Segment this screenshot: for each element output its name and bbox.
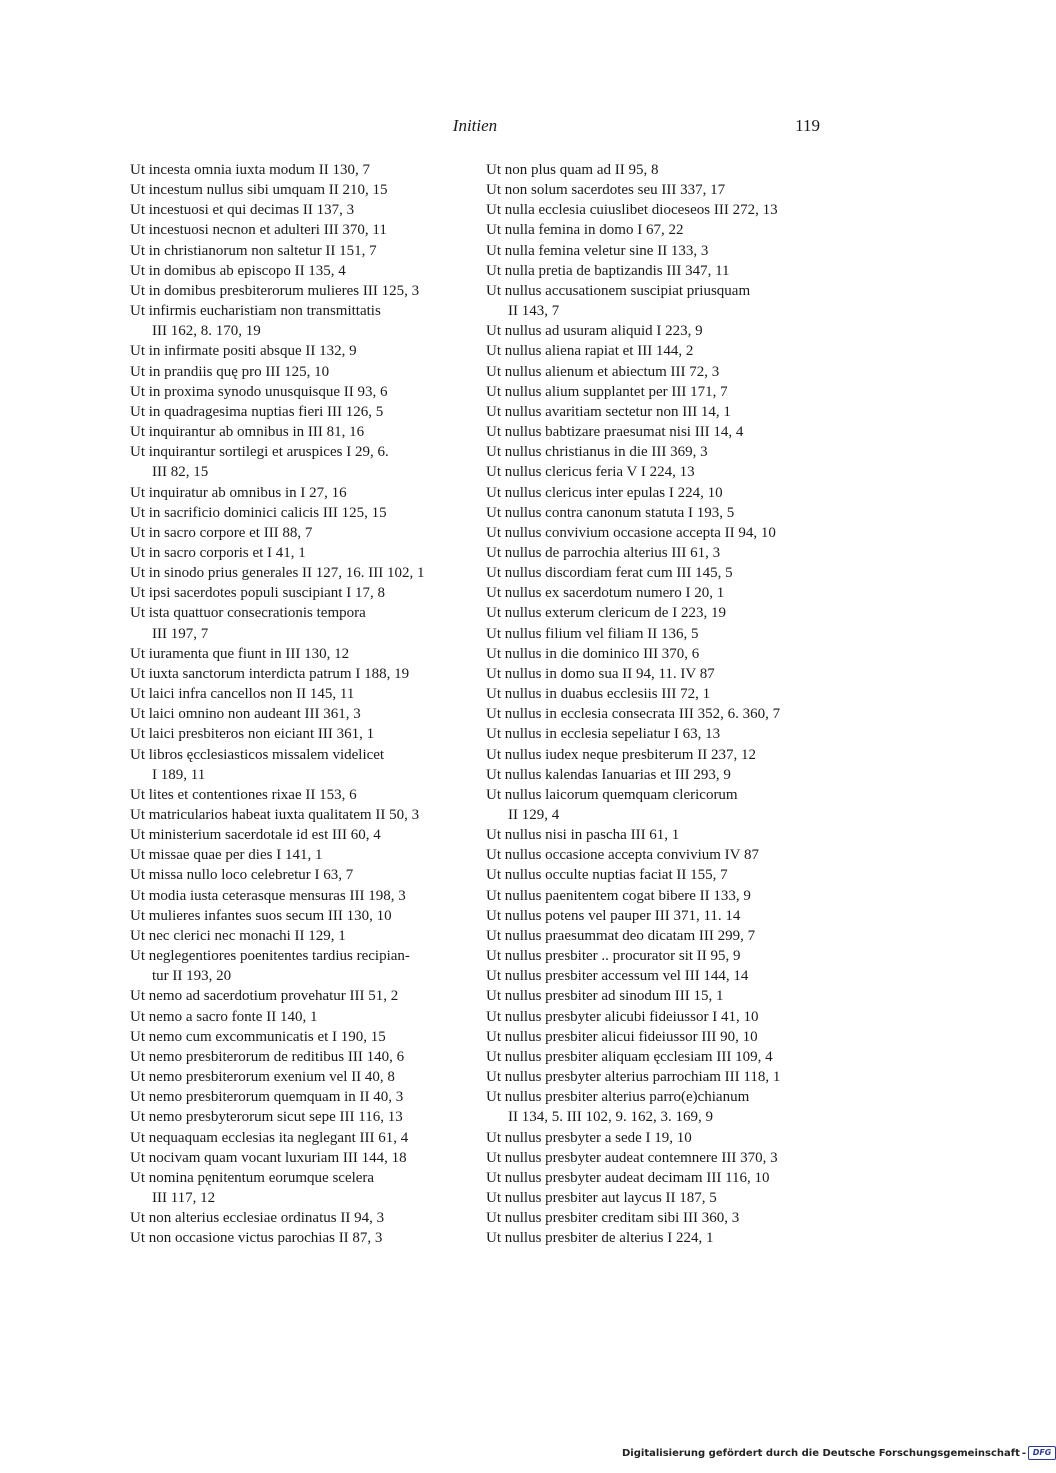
index-entry-text: Ut nullus alienum et abiectum III 72, 3	[486, 363, 720, 380]
index-entry-text: Ut in domibus presbiterorum mulieres III 125, 3	[130, 282, 420, 299]
index-entry-text: Ut nemo presbiterorum exenium vel II 40, 8	[130, 1069, 395, 1086]
index-entry-text: Ut nullus presbyter audeat decimam III 116, 10	[486, 1169, 770, 1186]
index-entry-text: Ut nulla pretia de baptizandis III 347, 11	[486, 262, 730, 279]
index-entry	[130, 684, 475, 704]
index-entry-text: Ut in infirmate positi absque II 132, 9	[130, 343, 357, 360]
index-entry-text: Ut laici omnino non audeant III 361, 3	[130, 706, 361, 723]
index-entry	[130, 503, 475, 523]
index-entry	[486, 1007, 831, 1027]
index-entry-continuation: II 134, 5. III 102, 9. 162, 3. 169, 9	[508, 1109, 713, 1126]
index-entry	[130, 785, 475, 805]
index-entry-text: Ut nullus filium vel filiam II 136, 5	[486, 625, 699, 642]
index-entry-text: Ut incestum nullus sibi umquam II 210, 15	[130, 182, 388, 199]
index-entry	[486, 825, 831, 845]
index-entry-text: Ut nullus presbiter alterius parro(e)chianum	[486, 1089, 750, 1106]
index-entry-text: Ut nullus laicorum quemquam clericorum	[486, 786, 738, 803]
index-entry-text: Ut nullus presbyter audeat contemnere III 370, 3	[486, 1149, 778, 1166]
index-entry-text: Ut in christianorum non saltetur II 151, 7	[130, 242, 377, 259]
index-entry	[486, 1148, 831, 1168]
index-entry	[130, 1027, 475, 1047]
index-entry	[486, 906, 831, 926]
index-entry	[130, 1007, 475, 1027]
index-entry	[486, 1228, 831, 1248]
page-number: 119	[795, 116, 820, 135]
index-entry-text: Ut laici presbiteros non eiciant III 361, 1	[130, 726, 375, 743]
index-entry	[130, 825, 475, 845]
index-entry-text: Ut lites et contentiones rixae II 153, 6	[130, 786, 357, 803]
index-column-right	[486, 160, 831, 1248]
index-entry	[130, 1128, 475, 1148]
index-entry-text: Ut inquiratur ab omnibus in I 27, 16	[130, 484, 347, 501]
index-entry	[130, 704, 475, 724]
index-entry	[486, 946, 831, 966]
index-entry	[130, 845, 475, 865]
index-entry-text: Ut nullus in ecclesia sepeliatur I 63, 13	[486, 726, 721, 743]
index-entry	[486, 1047, 831, 1067]
index-entry-text: Ut inquirantur sortilegi et aruspices I 29, 6.	[130, 444, 389, 461]
index-entry-text: Ut nullus presbiter de alterius I 224, 1	[486, 1230, 714, 1247]
index-entry-text: Ut non alterius ecclesiae ordinatus II 94, 3	[130, 1210, 385, 1227]
index-entry	[486, 321, 831, 341]
index-column-left	[130, 160, 475, 1248]
index-entry	[486, 1067, 831, 1087]
footer-separator: -	[1021, 1448, 1027, 1459]
index-entry-text: Ut nullus praesummat deo dicatam III 299, 7	[486, 927, 756, 944]
index-entry	[486, 160, 831, 180]
index-entry-text: Ut nocivam quam vocant luxuriam III 144, 18	[130, 1149, 407, 1166]
index-entry-continuation: II 143, 7	[508, 303, 560, 320]
index-entry	[486, 745, 831, 765]
index-entry-continuation: tur II 193, 20	[152, 968, 232, 985]
index-entry-text: Ut nullus avaritiam sectetur non III 14, 1	[486, 403, 731, 420]
index-entry	[130, 563, 475, 583]
index-entry-text: Ut nemo presbyterorum sicut sepe III 116, 13	[130, 1109, 403, 1126]
index-entry-text: Ut mulieres infantes suos secum III 130, 10	[130, 907, 392, 924]
index-entry	[130, 281, 475, 301]
index-entry	[486, 241, 831, 261]
index-entry-continuation: II 129, 4	[508, 807, 560, 823]
index-entry	[486, 1087, 831, 1127]
index-entry-text: Ut nemo cum excommunicatis et I 190, 15	[130, 1028, 386, 1045]
index-entry-text: Ut nullus presbiter aut laycus II 187, 5	[486, 1189, 717, 1206]
index-entry-text: Ut nullus presbyter alicubi fideiussor I 41, 10	[486, 1008, 759, 1025]
footer-text: Digitalisierung gefördert durch die Deutsche Forschungsgemeinschaft	[622, 1448, 1020, 1459]
index-entry-text: Ut nullus potens vel pauper III 371, 11. 14	[486, 907, 741, 924]
index-entry-continuation: III 197, 7	[152, 625, 209, 642]
index-entry	[130, 301, 475, 341]
index-entry-continuation: III 82, 15	[152, 464, 209, 481]
index-entry-text: Ut nullus presbyter alterius parrochiam III 118, 1	[486, 1069, 781, 1086]
index-entry	[486, 402, 831, 422]
index-entry	[130, 382, 475, 402]
index-entry	[130, 442, 475, 482]
index-entry-text: Ut nemo a sacro fonte II 140, 1	[130, 1008, 318, 1025]
index-entry-text: Ut ipsi sacerdotes populi suscipiant I 17, 8	[130, 585, 385, 602]
index-entry	[130, 1047, 475, 1067]
index-entry	[130, 1148, 475, 1168]
index-entry-text: Ut nulla femina in domo I 67, 22	[486, 222, 684, 239]
index-entry-text: Ut nullus presbiter creditam sibi III 360, 3	[486, 1210, 740, 1227]
index-entry-text: Ut in sacro corporis et I 41, 1	[130, 544, 306, 561]
index-entry-text: Ut nullus kalendas Ianuarias et III 293, 9	[486, 766, 731, 783]
index-entry-text: Ut iuxta sanctorum interdicta patrum I 188, 19	[130, 665, 410, 682]
index-entry-continuation: III 162, 8. 170, 19	[152, 323, 261, 340]
index-entry-text: Ut in sinodo prius generales II 127, 16. III 102, 1	[130, 565, 425, 582]
index-entry-text: Ut in sacrificio dominici calicis III 125, 15	[130, 504, 387, 521]
index-entry-text: Ut nullus presbiter alicui fideiussor III 90, 10	[486, 1028, 758, 1045]
index-entry-text: Ut nullus paenitentem cogat bibere II 133, 9	[486, 887, 751, 904]
index-entry	[130, 261, 475, 281]
index-entry-text: Ut incestuosi et qui decimas II 137, 3	[130, 202, 355, 219]
page-header	[130, 114, 820, 140]
index-entry	[130, 341, 475, 361]
index-entry	[130, 362, 475, 382]
index-entry-text: Ut nulla femina veletur sine II 133, 3	[486, 242, 709, 259]
index-entry-text: Ut missae quae per dies I 141, 1	[130, 847, 323, 864]
index-entry-text: Ut libros ęcclesiasticos missalem videlicet	[130, 746, 385, 763]
index-entry	[130, 603, 475, 643]
index-entry	[486, 200, 831, 220]
index-entry	[130, 160, 475, 180]
index-entry-text: Ut ministerium sacerdotale id est III 60, 4	[130, 827, 381, 844]
index-entry	[130, 886, 475, 906]
index-entry	[486, 1168, 831, 1188]
index-entry	[486, 382, 831, 402]
index-entry	[130, 1067, 475, 1087]
index-entry-text: Ut nullus presbyter a sede I 19, 10	[486, 1129, 692, 1146]
index-entry	[130, 1228, 475, 1248]
index-entry-text: Ut nullus nisi in pascha III 61, 1	[486, 827, 680, 844]
index-entry	[130, 200, 475, 220]
index-entry	[486, 281, 831, 321]
index-entry-text: Ut nulla ecclesia cuiuslibet dioceseos III 272, 13	[486, 202, 778, 219]
index-entry	[486, 483, 831, 503]
index-entry	[486, 523, 831, 543]
index-entry	[486, 261, 831, 281]
index-entry-text: Ut nullus presbiter accessum vel III 144, 14	[486, 968, 749, 985]
index-entry-text: Ut in quadragesima nuptias fieri III 126, 5	[130, 403, 384, 420]
index-entry	[486, 422, 831, 442]
index-entry-text: Ut in prandiis quę pro III 125, 10	[130, 363, 330, 380]
index-entry	[486, 966, 831, 986]
index-entry-text: Ut nullus presbiter ad sinodum III 15, 1	[486, 988, 724, 1005]
index-entry	[486, 603, 831, 623]
index-entry-text: Ut in sacro corpore et III 88, 7	[130, 524, 313, 541]
index-entry-text: Ut laici infra cancellos non II 145, 11	[130, 686, 355, 703]
index-entry	[130, 583, 475, 603]
index-entry	[130, 241, 475, 261]
index-entry	[486, 765, 831, 785]
index-entry	[130, 523, 475, 543]
index-entry-text: Ut in proxima synodo unusquisque II 93, 6	[130, 383, 388, 400]
index-entry	[486, 644, 831, 664]
index-entry-text: Ut nullus discordiam ferat cum III 145, 5	[486, 565, 733, 582]
index-entry-text: Ut nullus in die dominico III 370, 6	[486, 645, 700, 662]
index-entry	[130, 805, 475, 825]
dfg-logo: DFG	[1028, 1446, 1056, 1460]
index-entry	[486, 1128, 831, 1148]
index-entry-text: Ut nullus aliena rapiat et III 144, 2	[486, 343, 694, 360]
index-entry	[130, 906, 475, 926]
index-entry-text: Ut non plus quam ad II 95, 8	[486, 162, 659, 178]
index-entry-text: Ut incestuosi necnon et adulteri III 370, 11	[130, 222, 387, 239]
index-entry-text: Ut matricularios habeat iuxta qualitatem II 50, 3	[130, 807, 420, 823]
index-entry	[486, 341, 831, 361]
index-entry-text: Ut nullus de parrochia alterius III 61, 3	[486, 544, 721, 561]
index-entry	[486, 362, 831, 382]
index-entry	[486, 886, 831, 906]
index-entry	[130, 220, 475, 240]
index-entry	[486, 785, 831, 825]
index-entry-text: Ut nullus presbiter aliquam ęcclesiam III 109, 4	[486, 1048, 773, 1065]
index-entry	[130, 724, 475, 744]
index-entry	[486, 704, 831, 724]
index-entry	[130, 946, 475, 986]
index-entry	[486, 724, 831, 744]
index-entry	[486, 220, 831, 240]
index-entry-text: Ut nullus in ecclesia consecrata III 352, 6. 360, 7	[486, 706, 781, 723]
index-entry-text: Ut non occasione victus parochias II 87, 3	[130, 1230, 383, 1247]
index-entry	[486, 684, 831, 704]
index-entry-continuation: I 189, 11	[152, 766, 206, 783]
index-entry-text: Ut nullus exterum clericum de I 223, 19	[486, 605, 726, 622]
index-entry	[130, 543, 475, 563]
index-entry-text: Ut nullus contra canonum statuta I 193, 5	[486, 504, 735, 521]
index-entry	[130, 1168, 475, 1208]
index-entry	[130, 1107, 475, 1127]
index-entry	[486, 180, 831, 200]
index-entry	[486, 664, 831, 684]
index-entry-text: Ut nullus clericus feria V I 224, 13	[486, 464, 695, 481]
index-entry	[486, 1027, 831, 1047]
index-entry-text: Ut non solum sacerdotes seu III 337, 17	[486, 182, 726, 199]
index-entry-text: Ut nullus occulte nuptias faciat II 155, 7	[486, 867, 728, 884]
index-entry	[130, 402, 475, 422]
index-entry-text: Ut nullus ex sacerdotum numero I 20, 1	[486, 585, 725, 602]
footer	[622, 1446, 1052, 1462]
index-entry	[130, 926, 475, 946]
index-entry	[130, 865, 475, 885]
index-entry-text: Ut nomina pęnitentum eorumque scelera	[130, 1169, 375, 1186]
index-entry-text: Ut nullus convivium occasione accepta II 94, 10	[486, 524, 776, 541]
index-entry	[486, 503, 831, 523]
index-entry	[130, 664, 475, 684]
index-entry	[486, 1188, 831, 1208]
index-entry-text: Ut nequaquam ecclesias ita neglegant III 61, 4	[130, 1129, 409, 1146]
index-entry-text: Ut in domibus ab episcopo II 135, 4	[130, 262, 346, 279]
running-title: Initien	[452, 116, 498, 135]
index-entry-text: Ut missa nullo loco celebretur I 63, 7	[130, 867, 354, 884]
index-entry-text: Ut incesta omnia iuxta modum II 130, 7	[130, 162, 370, 178]
index-entry-text: Ut nullus presbiter .. procurator sit II 95, 9	[486, 948, 741, 965]
index-entry	[130, 745, 475, 785]
index-entry	[486, 926, 831, 946]
index-entry-text: Ut iuramenta que fiunt in III 130, 12	[130, 645, 350, 662]
index-entry-text: Ut nemo presbiterorum quemquam in II 40, 3	[130, 1089, 404, 1106]
index-entry-text: Ut nullus occasione accepta convivium IV 87	[486, 847, 759, 864]
index-entry	[486, 624, 831, 644]
index-entry	[130, 483, 475, 503]
index-entry	[130, 986, 475, 1006]
index-entry-text: Ut nullus in duabus ecclesiis III 72, 1	[486, 686, 711, 703]
index-entry-text: Ut nullus accusationem suscipiat priusquam	[486, 282, 751, 299]
index-entry	[486, 563, 831, 583]
index-entry-text: Ut nullus clericus inter epulas I 224, 10	[486, 484, 723, 501]
index-entry	[130, 180, 475, 200]
index-entry	[486, 442, 831, 462]
index-entry	[486, 865, 831, 885]
index-entry	[486, 543, 831, 563]
index-entry	[486, 986, 831, 1006]
index-entry	[486, 1208, 831, 1228]
index-entry-text: Ut nullus ad usuram aliquid I 223, 9	[486, 323, 703, 340]
index-entry-text: Ut nemo presbiterorum de reditibus III 140, 6	[130, 1048, 405, 1065]
index-entry	[130, 644, 475, 664]
index-entry	[486, 462, 831, 482]
index-entry-text: Ut infirmis eucharistiam non transmittatis	[130, 303, 381, 320]
index-entry	[130, 1087, 475, 1107]
index-entry-text: Ut nec clerici nec monachi II 129, 1	[130, 927, 346, 944]
index-entry	[130, 1208, 475, 1228]
index-entry-text: Ut neglegentiores poenitentes tardius recipian-	[130, 948, 410, 965]
index-entry	[486, 583, 831, 603]
index-entry-text: Ut nemo ad sacerdotium provehatur III 51, 2	[130, 988, 399, 1005]
index-entry-text: Ut ista quattuor consecrationis tempora	[130, 605, 366, 622]
index-entry-text: Ut nullus christianus in die III 369, 3	[486, 444, 708, 461]
index-entry-text: Ut nullus iudex neque presbiterum II 237, 12	[486, 746, 756, 763]
index-entry	[130, 422, 475, 442]
index-entry-text: Ut nullus alium supplantet per III 171, 7	[486, 383, 728, 400]
index-entry	[486, 845, 831, 865]
index-entry-text: Ut nullus in domo sua II 94, 11. IV 87	[486, 665, 715, 682]
index-entry-text: Ut inquirantur ab omnibus in III 81, 16	[130, 424, 365, 441]
index-entry-text: Ut nullus babtizare praesumat nisi III 14, 4	[486, 424, 744, 441]
index-entry-continuation: III 117, 12	[152, 1189, 216, 1206]
index-entry-text: Ut modia iusta ceterasque mensuras III 198, 3	[130, 887, 406, 904]
